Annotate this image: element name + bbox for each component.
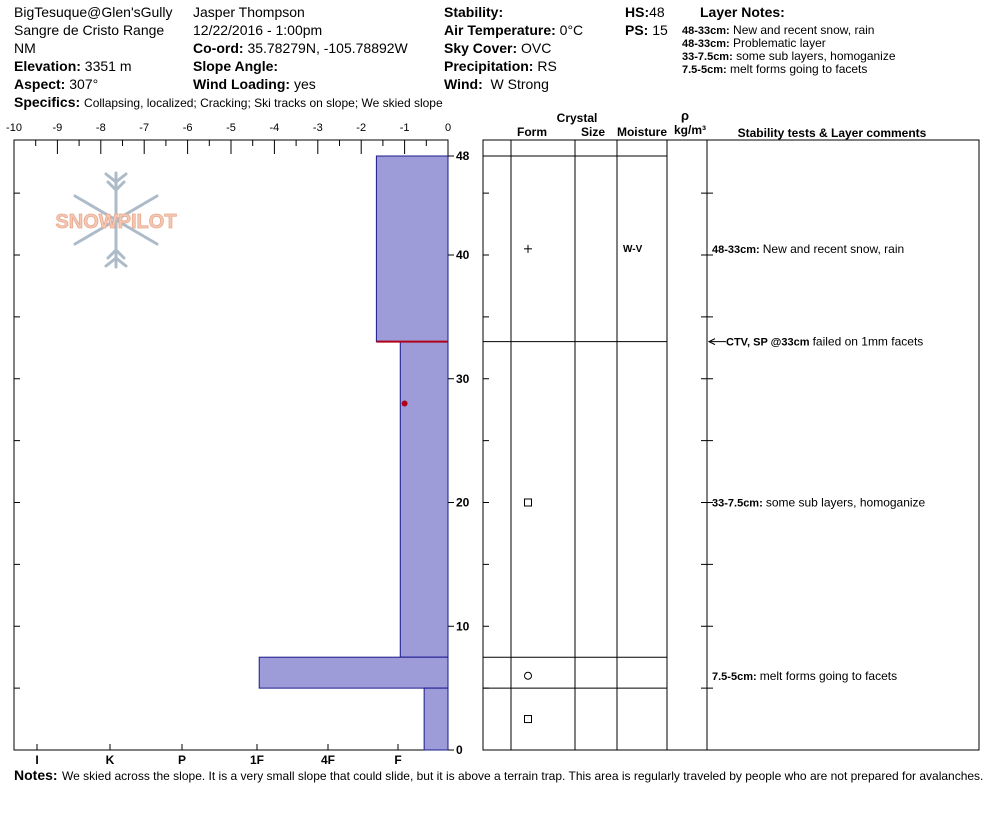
layer-note-text: melt forms going to facets [729, 62, 868, 76]
layer-comment: 33-7.5cm: some sub layers, homoganize [712, 495, 926, 510]
column-header-stability: Stability tests & Layer comments [737, 126, 927, 140]
stability-label: Stability: [444, 4, 504, 20]
column-header-rho: ρ [680, 108, 690, 123]
hs-value: 48 [649, 4, 665, 20]
datetime: 12/22/2016 - 1:00pm [193, 22, 323, 38]
temperature-point [402, 401, 408, 407]
hardness-layer [424, 688, 448, 750]
column-header-crystal: Crystal [556, 111, 598, 125]
aspect-label: Aspect: [14, 76, 66, 92]
precip-label: Precipitation: [444, 58, 534, 74]
layer-comments [709, 242, 926, 683]
stability-test: CTV, SP @33cm failed on 1mm facets [726, 334, 924, 349]
depth-tick-label: 10 [456, 619, 470, 634]
logo-text: SNOWPILOT [55, 211, 177, 233]
hs-label: HS: [625, 4, 650, 20]
layer-comment: 7.5-5cm: melt forms going to facets [712, 668, 898, 683]
wind-label: Wind: [444, 76, 483, 92]
temperature-axis [6, 122, 451, 154]
temperature-tick-label: -10 [6, 122, 22, 134]
hardness-tick-label: K [105, 753, 115, 767]
hardness-tick-label: F [394, 753, 402, 767]
crystal-form-symbol [525, 716, 532, 723]
temperature-tick-label: -8 [95, 122, 106, 134]
temperature-tick-label: -4 [269, 122, 280, 134]
layer-note-text: New and recent snow, rain [733, 23, 875, 37]
temperature-tick-label: -6 [182, 122, 193, 134]
hardness-layer [376, 156, 448, 342]
notes [14, 768, 994, 784]
specifics-label: Specifics: [14, 94, 81, 110]
hardness-tick-label: 4F [320, 753, 336, 767]
wind-loading-label: Wind Loading: [193, 76, 291, 92]
depth-tick-label: 0 [456, 743, 463, 757]
temperature-tick-label: -3 [312, 122, 323, 134]
temperature-tick-label: -5 [226, 122, 236, 134]
temperature-tick-label: -9 [52, 122, 63, 134]
ps-label: PS: [625, 22, 649, 38]
sky-cover-value: OVC [521, 40, 552, 56]
sky-cover-label: Sky Cover: [444, 40, 518, 56]
location-name: BigTesuque@Glen'sGully [14, 4, 173, 20]
temperature-tick-label: 0 [444, 122, 452, 134]
wind-value: W Strong [490, 76, 549, 92]
elevation-value: 3351 m [84, 58, 132, 74]
layer-note-range: 33-7.5cm: [682, 51, 733, 63]
hardness-axis [35, 744, 401, 767]
ps-value: 15 [652, 22, 668, 38]
layer-note-text: Problematic layer [733, 36, 826, 50]
hardness-layers [259, 156, 448, 750]
layer-comment: 48-33cm: New and recent snow, rain [712, 241, 905, 256]
air-temp-label: Air Temperature: [444, 22, 556, 38]
precip-value: RS [537, 58, 557, 74]
column-header-form: Form [517, 125, 547, 139]
crystal-form-symbol [525, 672, 532, 679]
hardness-tick-label: I [35, 753, 39, 767]
temperature-tick-label: -2 [356, 122, 367, 134]
temperature-tick-label: -1 [399, 122, 410, 134]
layer-notes-title: Layer Notes: [700, 4, 785, 20]
notes-label: Notes: [14, 768, 58, 783]
depth-tick-label: 40 [456, 248, 470, 262]
hardness-layer [400, 342, 448, 658]
column-header-size: Size [580, 125, 606, 139]
crystal-symbols [524, 244, 643, 723]
crystal-form-symbol [525, 499, 532, 506]
wind-loading-value: yes [293, 76, 316, 92]
coord-label: Co-ord: [193, 40, 244, 56]
hardness-tick-label: P [177, 753, 187, 767]
layer-note-text: some sub layers, homoganize [736, 49, 896, 63]
depth-tick-label: 30 [456, 371, 470, 386]
coord-value: 35.78279N, -105.78892W [247, 40, 408, 56]
aspect-value: 307° [69, 76, 99, 92]
air-temp-value: 0°C [559, 22, 584, 38]
state: NM [14, 40, 36, 56]
depth-tick-label: 48 [456, 149, 470, 163]
layer-table-frame [483, 140, 979, 750]
mountain-range: Sangre de Cristo Range [14, 22, 165, 38]
notes-text: We skied across the slope. It is a very small slope that could slide, but it is above a terrain trap. This area is regularly traveled by people who are not prepared for avalanches. [62, 769, 984, 783]
hardness-tick-label: 1F [249, 753, 265, 767]
layer-note-range: 7.5-5cm: [682, 64, 727, 76]
moisture-value: W-V [623, 243, 643, 255]
layer-note-range: 48-33cm: [682, 25, 730, 37]
hardness-layer [259, 657, 448, 688]
specifics-value: Collapsing, localized; Cracking; Ski tracks on slope; We skied slope [84, 96, 443, 110]
temperature-tick-label: -7 [139, 122, 150, 134]
column-header-density: kg/m³ [673, 123, 707, 137]
layer-note-range: 48-33cm: [682, 38, 730, 50]
observer: Jasper Thompson [193, 4, 305, 20]
column-header-moisture: Moisture [616, 125, 668, 139]
elevation-label: Elevation: [14, 58, 81, 74]
slope-angle-label: Slope Angle: [193, 58, 279, 74]
depth-tick-label: 20 [456, 495, 470, 510]
